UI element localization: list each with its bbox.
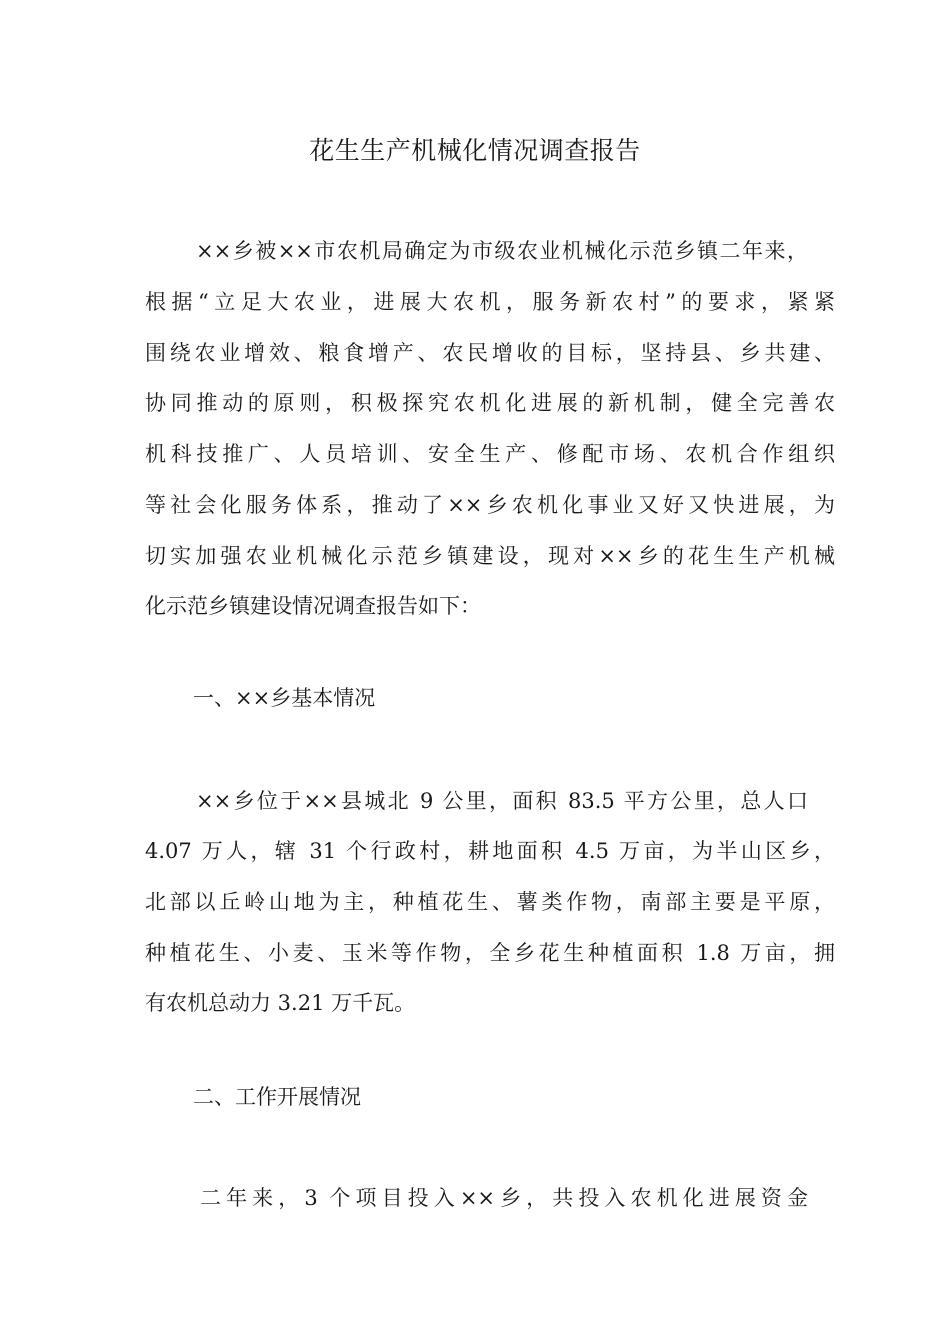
section1-heading: 一、××乡基本情况 bbox=[193, 686, 376, 710]
intro-line-5: 机科技推广、人员培训、安全生产、修配市场、农机合作组织 bbox=[145, 442, 835, 466]
document-title: 花生生产机械化情况调查报告 bbox=[309, 136, 641, 165]
section1-line-3: 北部以丘岭山地为主，种植花生、薯类作物，南部主要是平原， bbox=[145, 890, 835, 914]
intro-line-2: 根据“立足大农业，进展大农机，服务新农村”的要求，紧紧 bbox=[145, 290, 835, 314]
section1-line-2: 4.07 万人，辖 31 个行政村，耕地面积 4.5 万亩，为半山区乡， bbox=[145, 839, 835, 863]
section2-line-1: 二年来，3 个项目投入××乡，共投入农机化进展资金 bbox=[200, 1186, 808, 1210]
intro-line-1: ××乡被××市农机局确定为市级农业机械化示范乡镇二年来， bbox=[196, 239, 808, 263]
section1-line-5: 有农机总动力 3.21 万千瓦。 bbox=[145, 991, 416, 1015]
intro-line-3: 围绕农业增效、粮食增产、农民增收的目标，坚持县、乡共建、 bbox=[145, 341, 835, 365]
intro-line-8: 化示范乡镇建设情况调查报告如下： bbox=[145, 594, 481, 618]
intro-line-6: 等社会化服务体系，推动了××乡农机化事业又好又快进展，为 bbox=[145, 493, 835, 517]
intro-line-7: 切实加强农业机械化示范乡镇建设，现对××乡的花生生产机械 bbox=[145, 544, 835, 568]
section1-line-4: 种植花生、小麦、玉米等作物，全乡花生种植面积 1.8 万亩，拥 bbox=[145, 941, 835, 965]
intro-line-4: 协同推动的原则，积极探究农机化进展的新机制，健全完善农 bbox=[145, 391, 835, 415]
section1-line-1: ××乡位于××县城北 9 公里，面积 83.5 平方公里，总人口 bbox=[196, 789, 808, 813]
section2-heading: 二、工作开展情况 bbox=[193, 1085, 361, 1109]
